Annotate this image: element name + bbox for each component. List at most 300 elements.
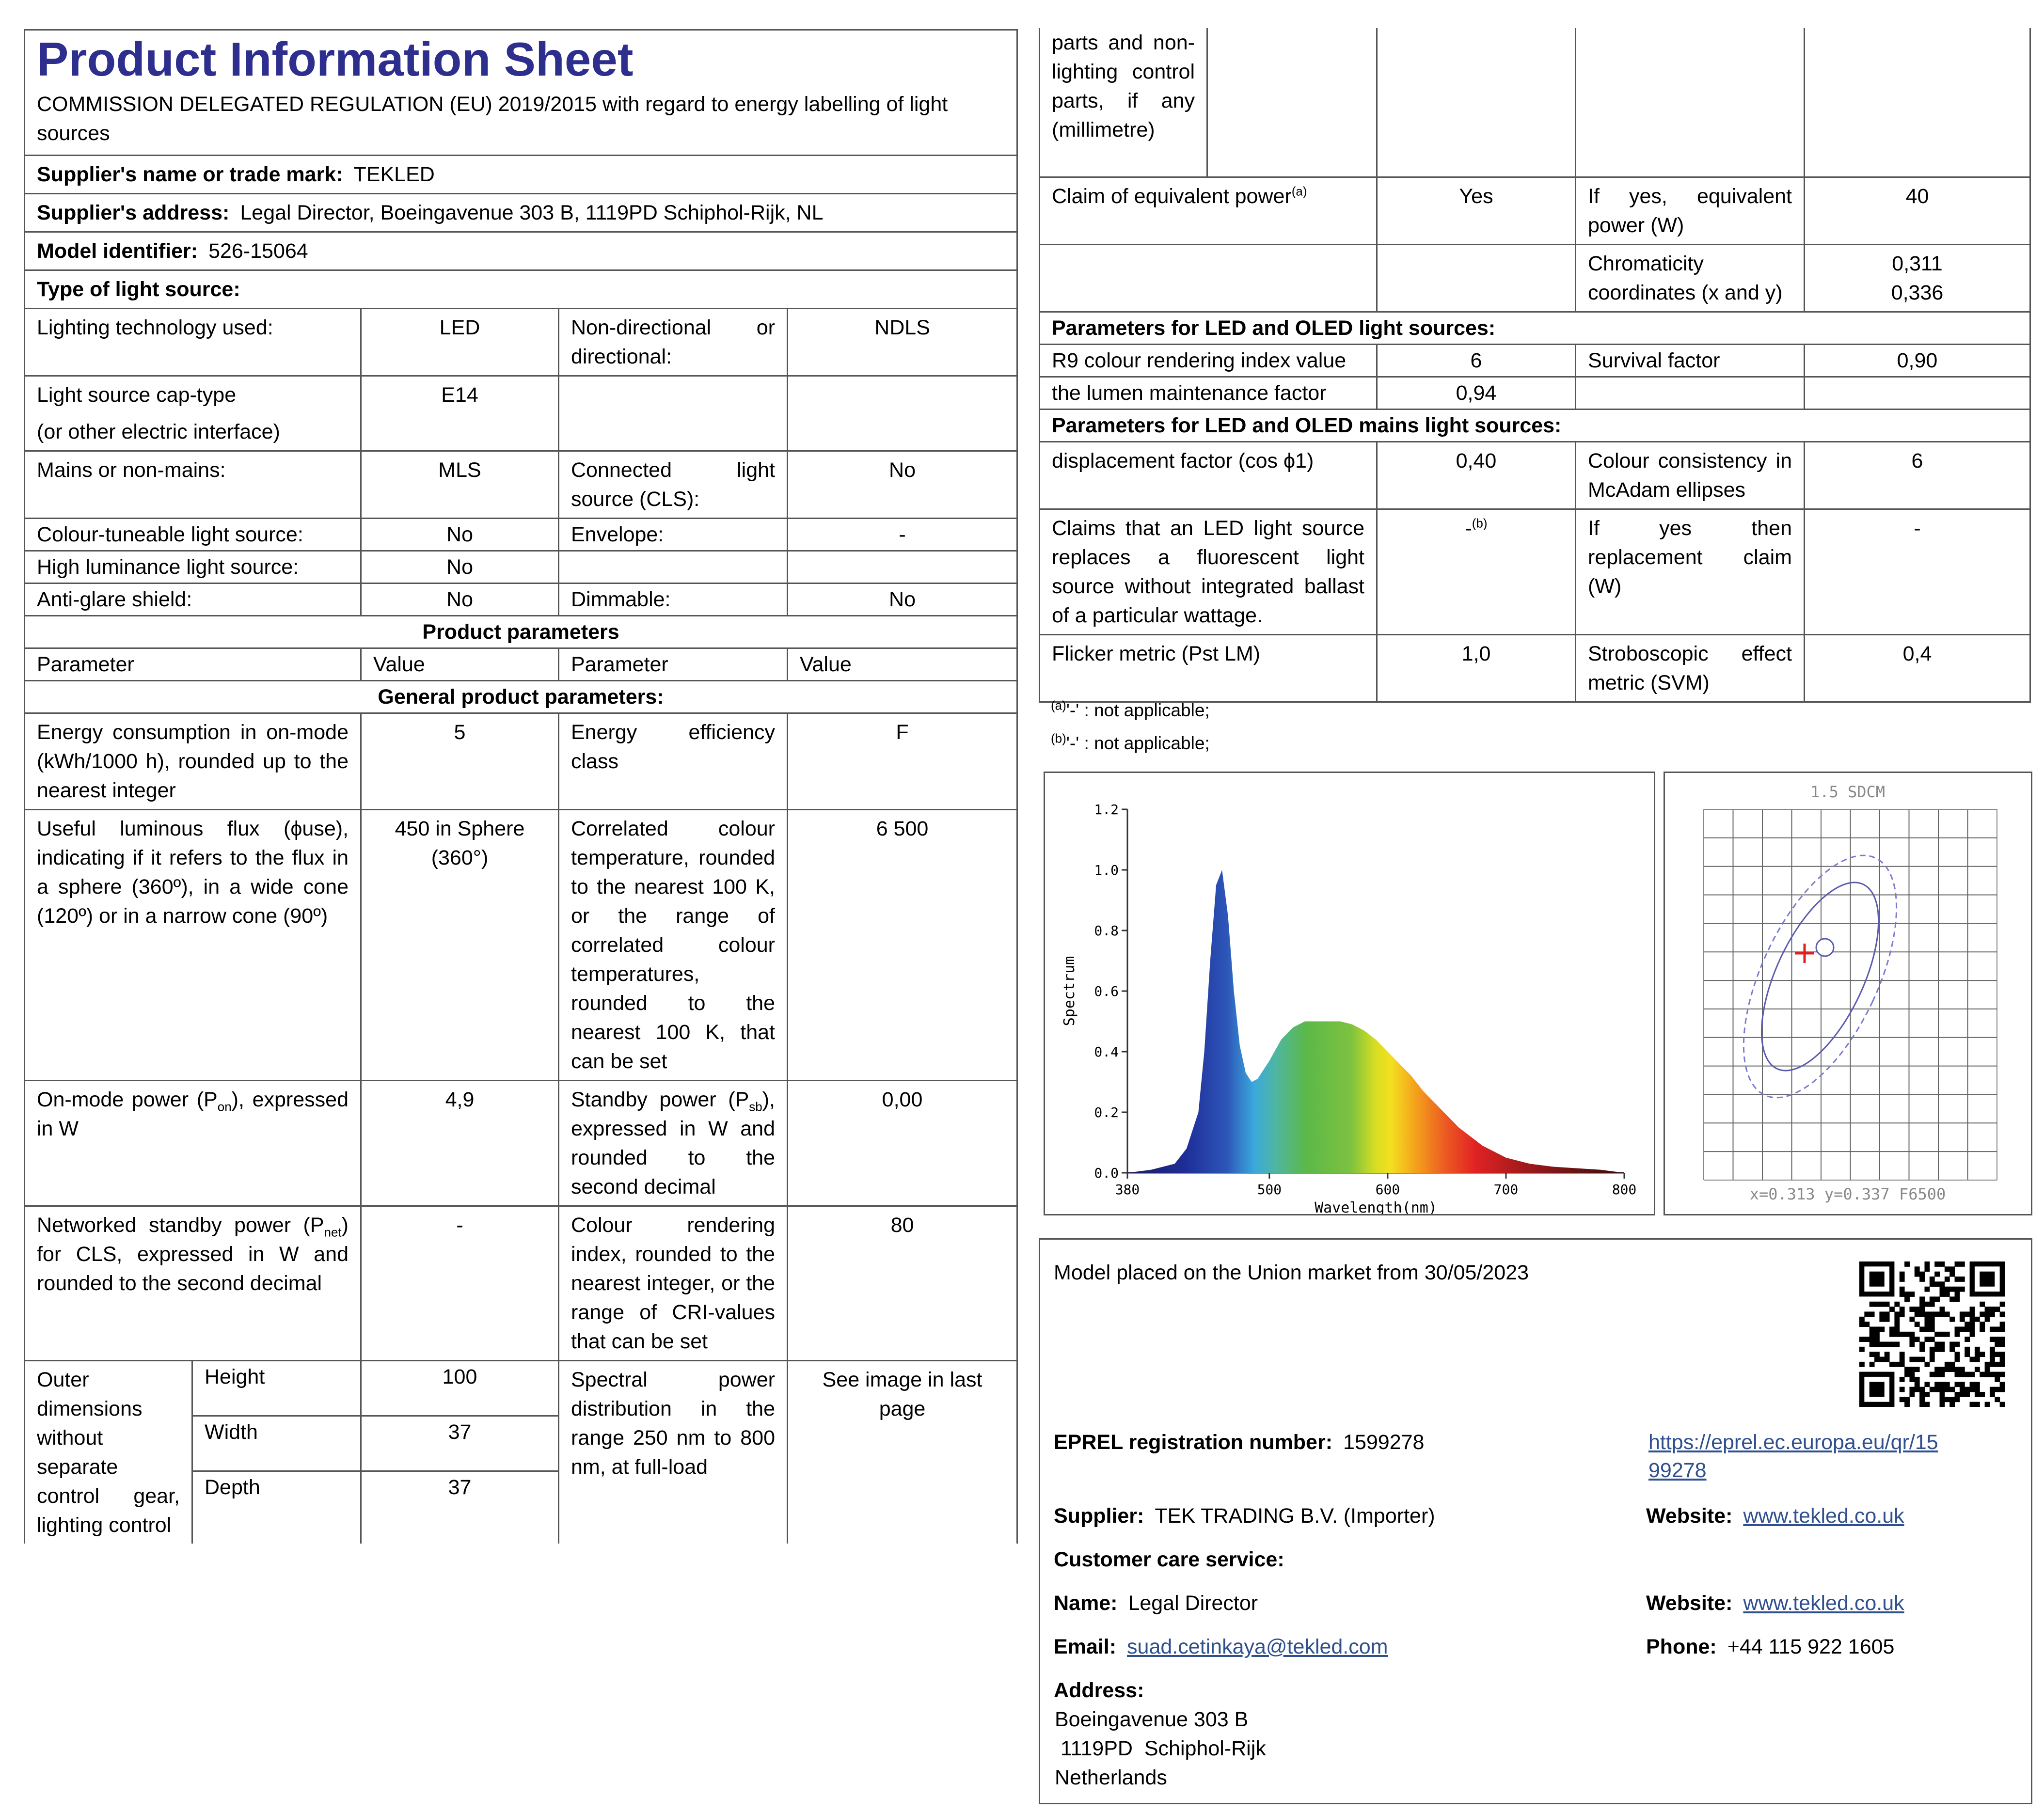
qr-module (1955, 1277, 1960, 1282)
qr-module (1930, 1372, 1935, 1377)
qr-module (1995, 1372, 2000, 1377)
general-param: Correlated colour temperature, rounded to the nearest 100 K, or the range of correlated colour temperatures, rounded to the nearest 100 K, that can be set (559, 810, 788, 1081)
phone-value: +44 115 922 1605 (1727, 1635, 1895, 1658)
qr-module (1885, 1302, 1890, 1307)
qr-module (1915, 1322, 1920, 1327)
qr-module (1870, 1332, 1875, 1337)
qr-module (1900, 1352, 1905, 1357)
general-value: 6 500 (788, 810, 1017, 1081)
qr-module (1949, 1272, 1955, 1277)
qr-module (1919, 1311, 1925, 1317)
x-tick-label: 800 (1612, 1182, 1637, 1198)
qr-module (1930, 1311, 1935, 1317)
qr-module (1955, 1392, 1960, 1397)
type-value: No (361, 551, 559, 583)
qr-module (1874, 1357, 1880, 1362)
col-header-value: Value (788, 648, 1017, 681)
qr-module (1975, 1357, 1980, 1362)
qr-module (1879, 1317, 1885, 1322)
mains-row (1040, 441, 2030, 509)
qr-module (2000, 1342, 2005, 1347)
model-label: Model identifier: (37, 239, 198, 263)
qr-module (1909, 1317, 1915, 1322)
empty-cell (1207, 28, 1377, 177)
qr-module (1919, 1392, 1925, 1397)
qr-module (1949, 1367, 1955, 1372)
qr-module (1894, 1326, 1900, 1332)
qr-module (1930, 1322, 1935, 1327)
qr-module (1934, 1342, 1940, 1347)
type-value: LED (361, 309, 559, 376)
empty-cell (1040, 244, 1377, 312)
qr-module (1960, 1326, 1965, 1332)
type-param: Anti-glare shield: (25, 583, 361, 616)
qr-module (1970, 1317, 1975, 1322)
spectrum-chart-svg (1045, 773, 1654, 1214)
qr-module (1990, 1372, 1995, 1377)
qr-module (1909, 1377, 1915, 1382)
cap-type-sub: (or other electric interface) (37, 420, 280, 443)
general-param: Energy consumption in on-mode (kWh/1000 h), rounded up to the nearest integer (25, 713, 361, 810)
spd-value: See image in last page (788, 1361, 1017, 1544)
qr-module (1909, 1307, 1915, 1312)
market-date: Model placed on the Union market from 30/05/2023 (1054, 1261, 1529, 1284)
mains-heading: Parameters for LED and OLED mains light sources: (1040, 409, 2030, 441)
qr-module (1924, 1317, 1930, 1322)
qr-module (1879, 1357, 1885, 1362)
qr-module (1940, 1387, 1945, 1392)
dimension-value: 100 (361, 1361, 559, 1416)
qr-module (1919, 1397, 1925, 1402)
address-line: Boeingavenue 303 B (1055, 1708, 1249, 1731)
qr-module (1975, 1317, 1980, 1322)
qr-module (1904, 1367, 1910, 1372)
qr-module (1995, 1342, 2000, 1347)
qr-module (1859, 1322, 1865, 1327)
x-tick-label: 380 (1115, 1182, 1140, 1198)
qr-module (1995, 1362, 2000, 1367)
type-row (25, 451, 1017, 519)
networked-text: Networked standby power (P (37, 1214, 324, 1237)
col-header-param: Parameter (25, 648, 361, 681)
qr-module (1975, 1392, 1980, 1397)
info-box (1039, 1238, 2032, 1804)
qr-code[interactable] (1859, 1261, 2005, 1407)
qr-module (1909, 1367, 1915, 1372)
qr-module (1945, 1292, 1950, 1297)
type-value: NDLS (788, 309, 1017, 376)
website-link[interactable]: www.tekled.co.uk (1743, 1504, 1904, 1528)
type-param (25, 376, 361, 451)
qr-module (2000, 1326, 2005, 1332)
qr-module (1874, 1326, 1880, 1332)
qr-module (1934, 1311, 1940, 1317)
qr-module (1955, 1332, 1960, 1337)
qr-module (1955, 1292, 1960, 1297)
qr-module (1870, 1352, 1875, 1357)
qr-module (1955, 1342, 1960, 1347)
qr-module (1924, 1382, 1930, 1387)
x-axis-label: Wavelength(nm) (1315, 1199, 1437, 1214)
qr-module (1885, 1352, 1890, 1357)
equiv-power-label (1040, 177, 1377, 244)
qr-module (1970, 1387, 1975, 1392)
qr-module (1945, 1277, 1950, 1282)
qr-module (1864, 1337, 1870, 1342)
supplier-value: TEKLED (353, 163, 435, 186)
qr-module (1960, 1367, 1965, 1372)
address-heading: Address: (1054, 1679, 1144, 1702)
qr-module (1985, 1402, 1990, 1407)
qr-module (1879, 1302, 1885, 1307)
type-value: E14 (361, 376, 559, 451)
on-mode-text: On-mode power (P (37, 1088, 218, 1111)
qr-module (1904, 1261, 1910, 1267)
qr-module (1955, 1367, 1960, 1372)
general-row (25, 1206, 1017, 1361)
qr-module (1985, 1317, 1990, 1322)
footnote-text: '-' : not applicable; (1066, 700, 1210, 720)
qr-module (1945, 1332, 1950, 1337)
qr-module (1924, 1287, 1930, 1292)
left-sheet (24, 29, 1016, 1544)
qr-module (1915, 1382, 1920, 1387)
qr-module (1885, 1342, 1890, 1347)
type-param (559, 551, 788, 583)
general-value: - (361, 1206, 559, 1361)
qr-module (1924, 1392, 1930, 1397)
general-row (25, 713, 1017, 810)
qr-module (1874, 1302, 1880, 1307)
qr-module (1909, 1392, 1915, 1397)
macadam-ellipse-outer (1712, 834, 1928, 1120)
qr-module (1990, 1387, 1995, 1392)
address-line: Netherlands (1055, 1766, 1167, 1789)
qr-module (2000, 1357, 2005, 1362)
mains-param: Colour consistency in McAdam ellipses (1576, 441, 1805, 509)
name-row (1054, 1589, 1258, 1618)
type-value: MLS (361, 451, 559, 519)
qr-module (1919, 1357, 1925, 1362)
y-tick-label: 0.0 (1094, 1165, 1119, 1181)
qr-module (1990, 1307, 1995, 1312)
qr-module (1949, 1402, 1955, 1407)
dimension-name: Width (192, 1416, 361, 1471)
qr-module (1889, 1326, 1895, 1332)
qr-module (1930, 1352, 1935, 1357)
qr-module (1919, 1342, 1925, 1347)
type-value: - (788, 519, 1017, 551)
led-value: 6 (1377, 344, 1576, 377)
eprel-url-part[interactable]: https://eprel.ec.europa.eu/qr/15 (1648, 1431, 1938, 1454)
phone-row (1646, 1632, 1894, 1661)
empty-cell (1576, 28, 1805, 177)
eprel-row (1054, 1428, 1424, 1457)
dimension-value: 37 (361, 1471, 559, 1544)
left-table (24, 29, 1018, 1544)
qr-module (1985, 1362, 1990, 1367)
qr-module (1879, 1342, 1885, 1347)
type-row (25, 583, 1017, 616)
dimension-row (25, 1361, 1017, 1416)
qr-module (1859, 1362, 1865, 1367)
qr-module (1934, 1296, 1940, 1302)
networked-text: ) for CLS, expressed in W and rounded to the second decimal (37, 1214, 349, 1295)
qr-module (1919, 1402, 1925, 1407)
supplier-row (1054, 1501, 1435, 1530)
email-label: Email: (1054, 1635, 1117, 1658)
qr-module (1980, 1392, 1985, 1397)
page-title: Product Information Sheet (37, 32, 634, 86)
qr-module (1960, 1317, 1965, 1322)
qr-module (1885, 1311, 1890, 1317)
qr-module (1955, 1357, 1960, 1362)
qr-module (1980, 1352, 1985, 1357)
measured-point-marker (1795, 944, 1814, 963)
qr-module (1940, 1342, 1945, 1347)
type-param: High luminance light source: (25, 551, 361, 583)
website-label: Website: (1646, 1504, 1733, 1528)
qr-module (1949, 1362, 1955, 1367)
qr-module (1900, 1292, 1905, 1297)
general-heading: General product parameters: (25, 681, 1017, 713)
qr-module (1915, 1367, 1920, 1372)
qr-module (2000, 1387, 2005, 1392)
qr-module (1960, 1392, 1965, 1397)
qr-module (1970, 1322, 1975, 1327)
led-row (1040, 344, 2030, 377)
qr-module (1919, 1296, 1925, 1302)
general-row (25, 1081, 1017, 1206)
chromaticity-x: 0,311 (1892, 252, 1943, 275)
y-tick-label: 1.0 (1094, 862, 1119, 878)
footnote-text: '-' : not applicable; (1066, 733, 1210, 753)
qr-module (2000, 1352, 2005, 1357)
empty-cell (1377, 28, 1576, 177)
qr-module (1940, 1347, 1945, 1352)
qr-module (1995, 1377, 2000, 1382)
qr-module (1975, 1382, 1980, 1387)
qr-module (1934, 1387, 1940, 1392)
qr-module (1990, 1352, 1995, 1357)
qr-module (1904, 1372, 1910, 1377)
type-param: Colour-tuneable light source: (25, 519, 361, 551)
col-header-param: Parameter (559, 648, 788, 681)
qr-module (1915, 1357, 1920, 1362)
eprel-link[interactable] (1648, 1428, 1938, 1482)
qr-module (1889, 1307, 1895, 1312)
qr-module (1940, 1372, 1945, 1377)
empty-cell (1377, 244, 1576, 312)
chromaticity-row (1040, 244, 2030, 312)
qr-module (1949, 1296, 1955, 1302)
eprel-url-part[interactable]: 99278 (1648, 1459, 1707, 1482)
footnotes (1051, 694, 1210, 760)
mains-param: Stroboscopic effect metric (SVM) (1576, 634, 1805, 702)
general-value: 0,00 (788, 1081, 1017, 1206)
dimension-value: 37 (361, 1416, 559, 1471)
qr-module (1970, 1402, 1975, 1407)
qr-module (1864, 1322, 1870, 1327)
general-value: 4,9 (361, 1081, 559, 1206)
supplier-info-label: Supplier: (1054, 1504, 1144, 1528)
chromaticity-label: Chromaticity coordinates (x and y) (1576, 244, 1805, 312)
qr-module (1919, 1277, 1925, 1282)
sdcm-grid (1704, 809, 1997, 1180)
address-value: Legal Director, Boeingavenue 303 B, 1119PD Schiphol-Rijk, NL (240, 201, 824, 224)
type-row (25, 551, 1017, 583)
qr-module (1990, 1357, 1995, 1362)
qr-module (1889, 1362, 1895, 1367)
qr-module (1949, 1287, 1955, 1292)
sdcm-chart (1664, 772, 2032, 1215)
qr-module (1864, 1311, 1870, 1317)
qr-module (1874, 1352, 1880, 1357)
footnote-mark: (a) (1051, 698, 1066, 713)
sdcm-footer: x=0.313 y=0.337 F6500 (1749, 1185, 1946, 1203)
qr-module (1894, 1362, 1900, 1367)
sdcm-chart-svg (1665, 773, 2031, 1214)
qr-module (1940, 1402, 1945, 1407)
y-tick-label: 0.2 (1094, 1104, 1119, 1120)
qr-module (1904, 1292, 1910, 1297)
footnote-mark: (b) (1051, 731, 1066, 746)
model-value: 526-15064 (208, 239, 308, 263)
qr-module (1980, 1272, 1995, 1287)
y-tick-label: 0.8 (1094, 923, 1119, 939)
led-value: 0,90 (1805, 344, 2030, 377)
qr-module (1940, 1287, 1945, 1292)
qr-module (1934, 1367, 1940, 1372)
mains-param: Claims that an LED light source replaces a fluorescent light source without integrated ballast of a particular wattage. (1040, 509, 1377, 634)
qr-module (1885, 1317, 1890, 1322)
email-link[interactable]: suad.cetinkaya@tekled.com (1127, 1635, 1388, 1658)
qr-module (1919, 1307, 1925, 1312)
qr-module (1859, 1337, 1865, 1342)
qr-module (1900, 1377, 1905, 1382)
led-heading: Parameters for LED and OLED light sources: (1040, 312, 2030, 344)
qr-module (1930, 1317, 1935, 1322)
qr-module (1924, 1337, 1930, 1342)
qr-module (1909, 1387, 1915, 1392)
chromaticity-y: 0,336 (1891, 281, 1944, 304)
type-heading: Type of light source: (25, 270, 1017, 309)
qr-module (1900, 1311, 1905, 1317)
target-point (1816, 939, 1834, 956)
qr-module (1915, 1387, 1920, 1392)
y-tick-label: 1.2 (1094, 802, 1119, 818)
sdcm-title: 1.5 SDCM (1810, 783, 1886, 801)
qr-module (1919, 1347, 1925, 1352)
qr-module (1970, 1357, 1975, 1362)
qr-module (1965, 1326, 1970, 1332)
qr-module (1894, 1317, 1900, 1322)
qr-module (1955, 1296, 1960, 1302)
standby-text: Standby power (P (571, 1088, 749, 1111)
qr-module (1934, 1281, 1940, 1287)
y-tick-label: 0.6 (1094, 983, 1119, 999)
qr-module (1955, 1287, 1960, 1292)
type-row (25, 376, 1017, 451)
general-param: Energy efficiency class (559, 713, 788, 810)
website-row (1646, 1501, 1904, 1530)
general-param: Useful luminous flux (ϕuse), indicating if it refers to the flux in a sphere (360º), in a wide cone (120º) or in a narrow cone (90º) (25, 810, 361, 1081)
type-param: Non-directional or directional: (559, 309, 788, 376)
qr-module (1949, 1317, 1955, 1322)
qr-module (1990, 1326, 1995, 1332)
website2-link[interactable]: www.tekled.co.uk (1743, 1592, 1904, 1615)
website2-label: Website: (1646, 1592, 1733, 1615)
qr-module (1930, 1302, 1935, 1307)
qr-module (1909, 1342, 1915, 1347)
qr-module (1965, 1322, 1970, 1327)
type-row (25, 519, 1017, 551)
qr-module (1919, 1272, 1925, 1277)
qr-module (1960, 1277, 1965, 1282)
equiv-power-row (1040, 177, 2030, 244)
qr-module (1934, 1272, 1940, 1277)
general-value: F (788, 713, 1017, 810)
led-value: 0,94 (1377, 377, 1576, 409)
qr-module (1919, 1302, 1925, 1307)
qr-module (1894, 1332, 1900, 1337)
led-row (1040, 377, 2030, 409)
qr-module (1970, 1372, 1975, 1377)
qr-module (1930, 1326, 1935, 1332)
footnote (1051, 694, 1210, 727)
qr-module (1955, 1397, 1960, 1402)
qr-module (1949, 1342, 1955, 1347)
qr-module (1879, 1311, 1885, 1317)
qr-module (1949, 1397, 1955, 1402)
led-value (1805, 377, 2030, 409)
qr-module (1940, 1281, 1945, 1287)
qr-module (1945, 1311, 1950, 1317)
general-param (25, 1081, 361, 1206)
qr-module (1940, 1261, 1945, 1267)
cap-type-label: Light source cap-type (37, 383, 237, 407)
qr-module (1960, 1372, 1965, 1377)
standby-text: ), expressed in W and rounded to the second decimal (571, 1088, 775, 1198)
qr-module (1965, 1337, 1970, 1342)
type-value: No (361, 519, 559, 551)
qr-module (1930, 1277, 1935, 1282)
type-value: No (788, 583, 1017, 616)
qr-module (1894, 1302, 1900, 1307)
standby-sub: sb (749, 1099, 762, 1114)
qr-module (1919, 1326, 1925, 1332)
qr-module (1900, 1387, 1905, 1392)
mains-value: 6 (1805, 441, 2030, 509)
product-params-heading: Product parameters (25, 616, 1017, 648)
chromaticity-value (1805, 244, 2030, 312)
qr-module (1940, 1382, 1945, 1387)
qr-module (1915, 1337, 1920, 1342)
qr-module (1955, 1382, 1960, 1387)
general-value: 450 in Sphere (360°) (361, 810, 559, 1081)
equiv-power-value: Yes (1377, 177, 1576, 244)
mains-param: If yes then replacement claim (W) (1576, 509, 1805, 634)
continuation-row (1040, 28, 2030, 177)
led-param: Survival factor (1576, 344, 1805, 377)
qr-module (1970, 1311, 1975, 1317)
qr-module (1870, 1311, 1875, 1317)
qr-module (1985, 1307, 1990, 1312)
mains-value (1377, 509, 1576, 634)
qr-module (1900, 1277, 1905, 1282)
x-tick-label: 500 (1257, 1182, 1282, 1198)
qr-module (2000, 1382, 2005, 1387)
